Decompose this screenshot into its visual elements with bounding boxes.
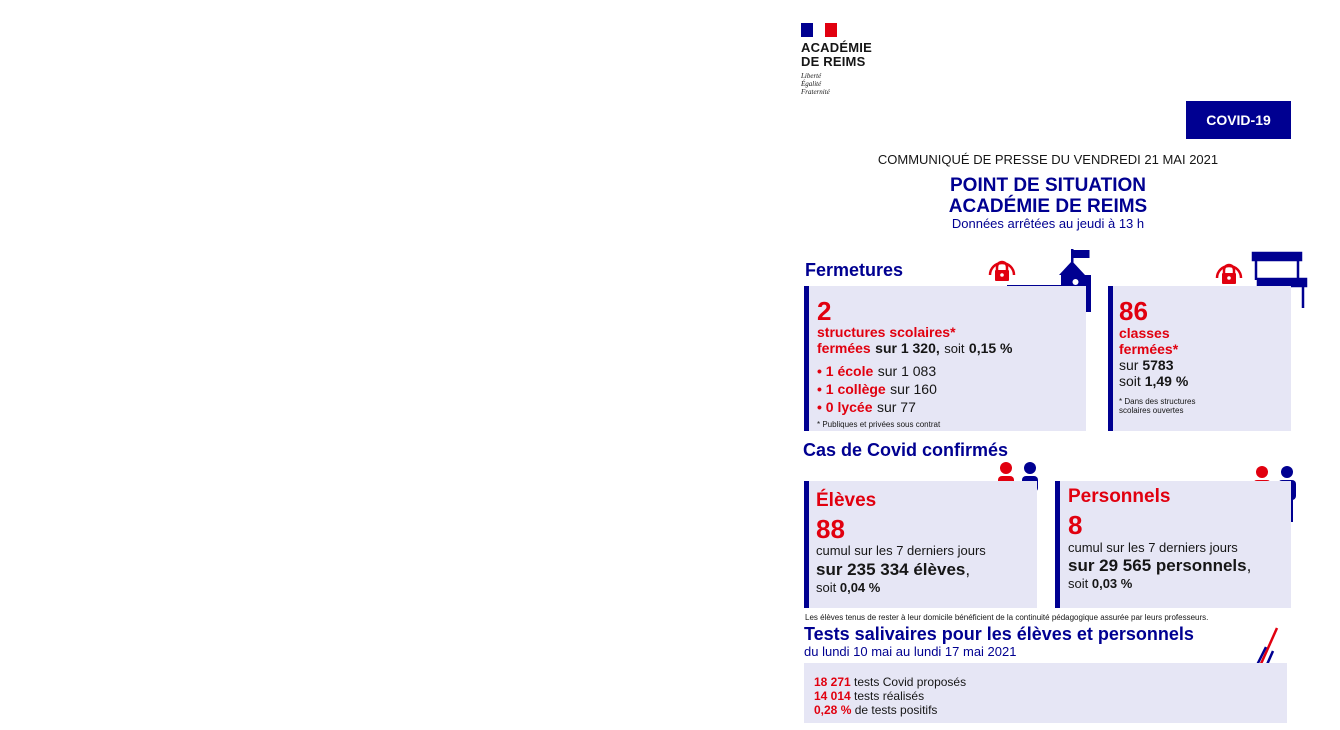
tests-done-label: tests réalisés: [854, 689, 925, 703]
academy-logo: [801, 23, 872, 96]
classes-label: classes: [1119, 325, 1170, 341]
lycee-count: • 0 lycée: [817, 399, 873, 415]
classes-box: [1113, 286, 1291, 431]
personnels-total-line: [1068, 556, 1251, 576]
personnels-label: Personnels: [1068, 486, 1171, 507]
tests-positive-label: de tests positifs: [854, 703, 938, 717]
structures-soit: soit: [944, 341, 965, 356]
list-item: [817, 363, 937, 381]
list-item: [817, 381, 937, 399]
eleves-count: 88: [816, 514, 845, 544]
personnels-total: sur 29 565 personnels: [1068, 556, 1247, 575]
classes-footnote-1: * Dans des structures: [1119, 397, 1196, 406]
ecole-total: sur 1 083: [877, 363, 937, 379]
covid-badge: COVID-19: [1186, 101, 1291, 139]
personnels-soit: soit: [1068, 576, 1089, 591]
classes-sur: sur: [1119, 357, 1139, 373]
brand-line-2: DE REIMS: [801, 54, 866, 69]
personnels-box: [1060, 481, 1291, 608]
tests-period: du lundi 10 mai au lundi 17 mai 2021: [804, 644, 1017, 659]
eleves-label: Élèves: [816, 490, 877, 511]
eleves-box: [809, 481, 1037, 608]
motto-egalite: Égalité: [801, 80, 822, 88]
eleves-total: sur 235 334 élèves: [816, 560, 966, 579]
classes-count: 86: [1119, 296, 1148, 326]
lycee-total: sur 77: [876, 399, 916, 415]
eleves-soit: soit: [816, 580, 837, 595]
structures-footnote: * Publiques et privées sous contrat: [817, 420, 941, 429]
classes-total: 5783: [1142, 357, 1174, 373]
classes-closed-label: fermées*: [1119, 341, 1179, 357]
structures-closed-label: fermées: [817, 340, 871, 356]
eleves-pct-line: [816, 580, 880, 595]
tests-done-value: 14 014: [814, 689, 851, 703]
classes-footnote-2: scolaires ouvertes: [1119, 406, 1184, 415]
classes-pct-line: [1119, 373, 1188, 389]
list-item: [814, 675, 966, 689]
tests-proposed-label: tests Covid proposés: [854, 675, 967, 689]
personnels-pct: 0,03 %: [1091, 576, 1133, 591]
tests-positive-value: 0,28 %: [814, 703, 852, 717]
ecole-count: • 1 école: [817, 363, 874, 379]
personnels-comma: ,: [1246, 556, 1252, 575]
personnels-pct-line: [1068, 576, 1132, 591]
eleves-cumul: cumul sur les 7 derniers jours: [816, 543, 986, 558]
list-item: [814, 703, 966, 717]
classes-total-line: [1119, 357, 1174, 373]
college-count: • 1 collège: [817, 381, 886, 397]
classes-soit: soit: [1119, 373, 1141, 389]
structures-breakdown-list: [817, 363, 937, 417]
personnels-cumul: cumul sur les 7 derniers jours: [1068, 540, 1238, 555]
eleves-total-line: [816, 560, 970, 580]
structures-total-line: [817, 340, 1013, 358]
college-total: sur 160: [890, 381, 937, 397]
personnels-count: 8: [1068, 510, 1083, 540]
structures-label: structures scolaires*: [817, 324, 956, 340]
eleves-pct: 0,04 %: [839, 580, 881, 595]
motto-liberte: Liberté: [801, 72, 822, 80]
tests-proposed-value: 18 271: [814, 675, 851, 689]
fermetures-title: Fermetures: [805, 260, 904, 280]
continuity-note: Les élèves tenus de rester à leur domicile bénéficient de la continuité pédagogique assurée par leurs professeurs.: [805, 613, 1209, 622]
tests-list: [814, 675, 966, 717]
structures-total: sur 1 320,: [875, 340, 940, 356]
classes-pct: 1,49 %: [1144, 373, 1189, 389]
list-item: [814, 689, 966, 703]
structures-pct: 0,15 %: [968, 340, 1013, 356]
eleves-comma: ,: [965, 560, 971, 579]
page-subtitle: Données arrêtées au jeudi à 13 h: [951, 216, 1145, 231]
list-item: [817, 399, 937, 417]
tests-box: [804, 663, 1287, 723]
tests-title: Tests salivaires pour les élèves et personnels: [804, 624, 1194, 644]
cas-covid-title: Cas de Covid confirmés: [803, 440, 1009, 460]
french-flag-icon: [801, 23, 837, 37]
structures-count: 2: [817, 296, 832, 326]
motto-fraternite: Fraternité: [801, 88, 830, 96]
page-title-line-1: POINT DE SITUATION: [950, 175, 1146, 196]
press-line: COMMUNIQUÉ DE PRESSE DU VENDREDI 21 MAI 2021: [877, 152, 1219, 167]
brand-line-1: ACADÉMIE: [801, 40, 872, 55]
structures-box: [809, 286, 1086, 431]
page-title-line-2: ACADÉMIE DE REIMS: [948, 196, 1148, 217]
